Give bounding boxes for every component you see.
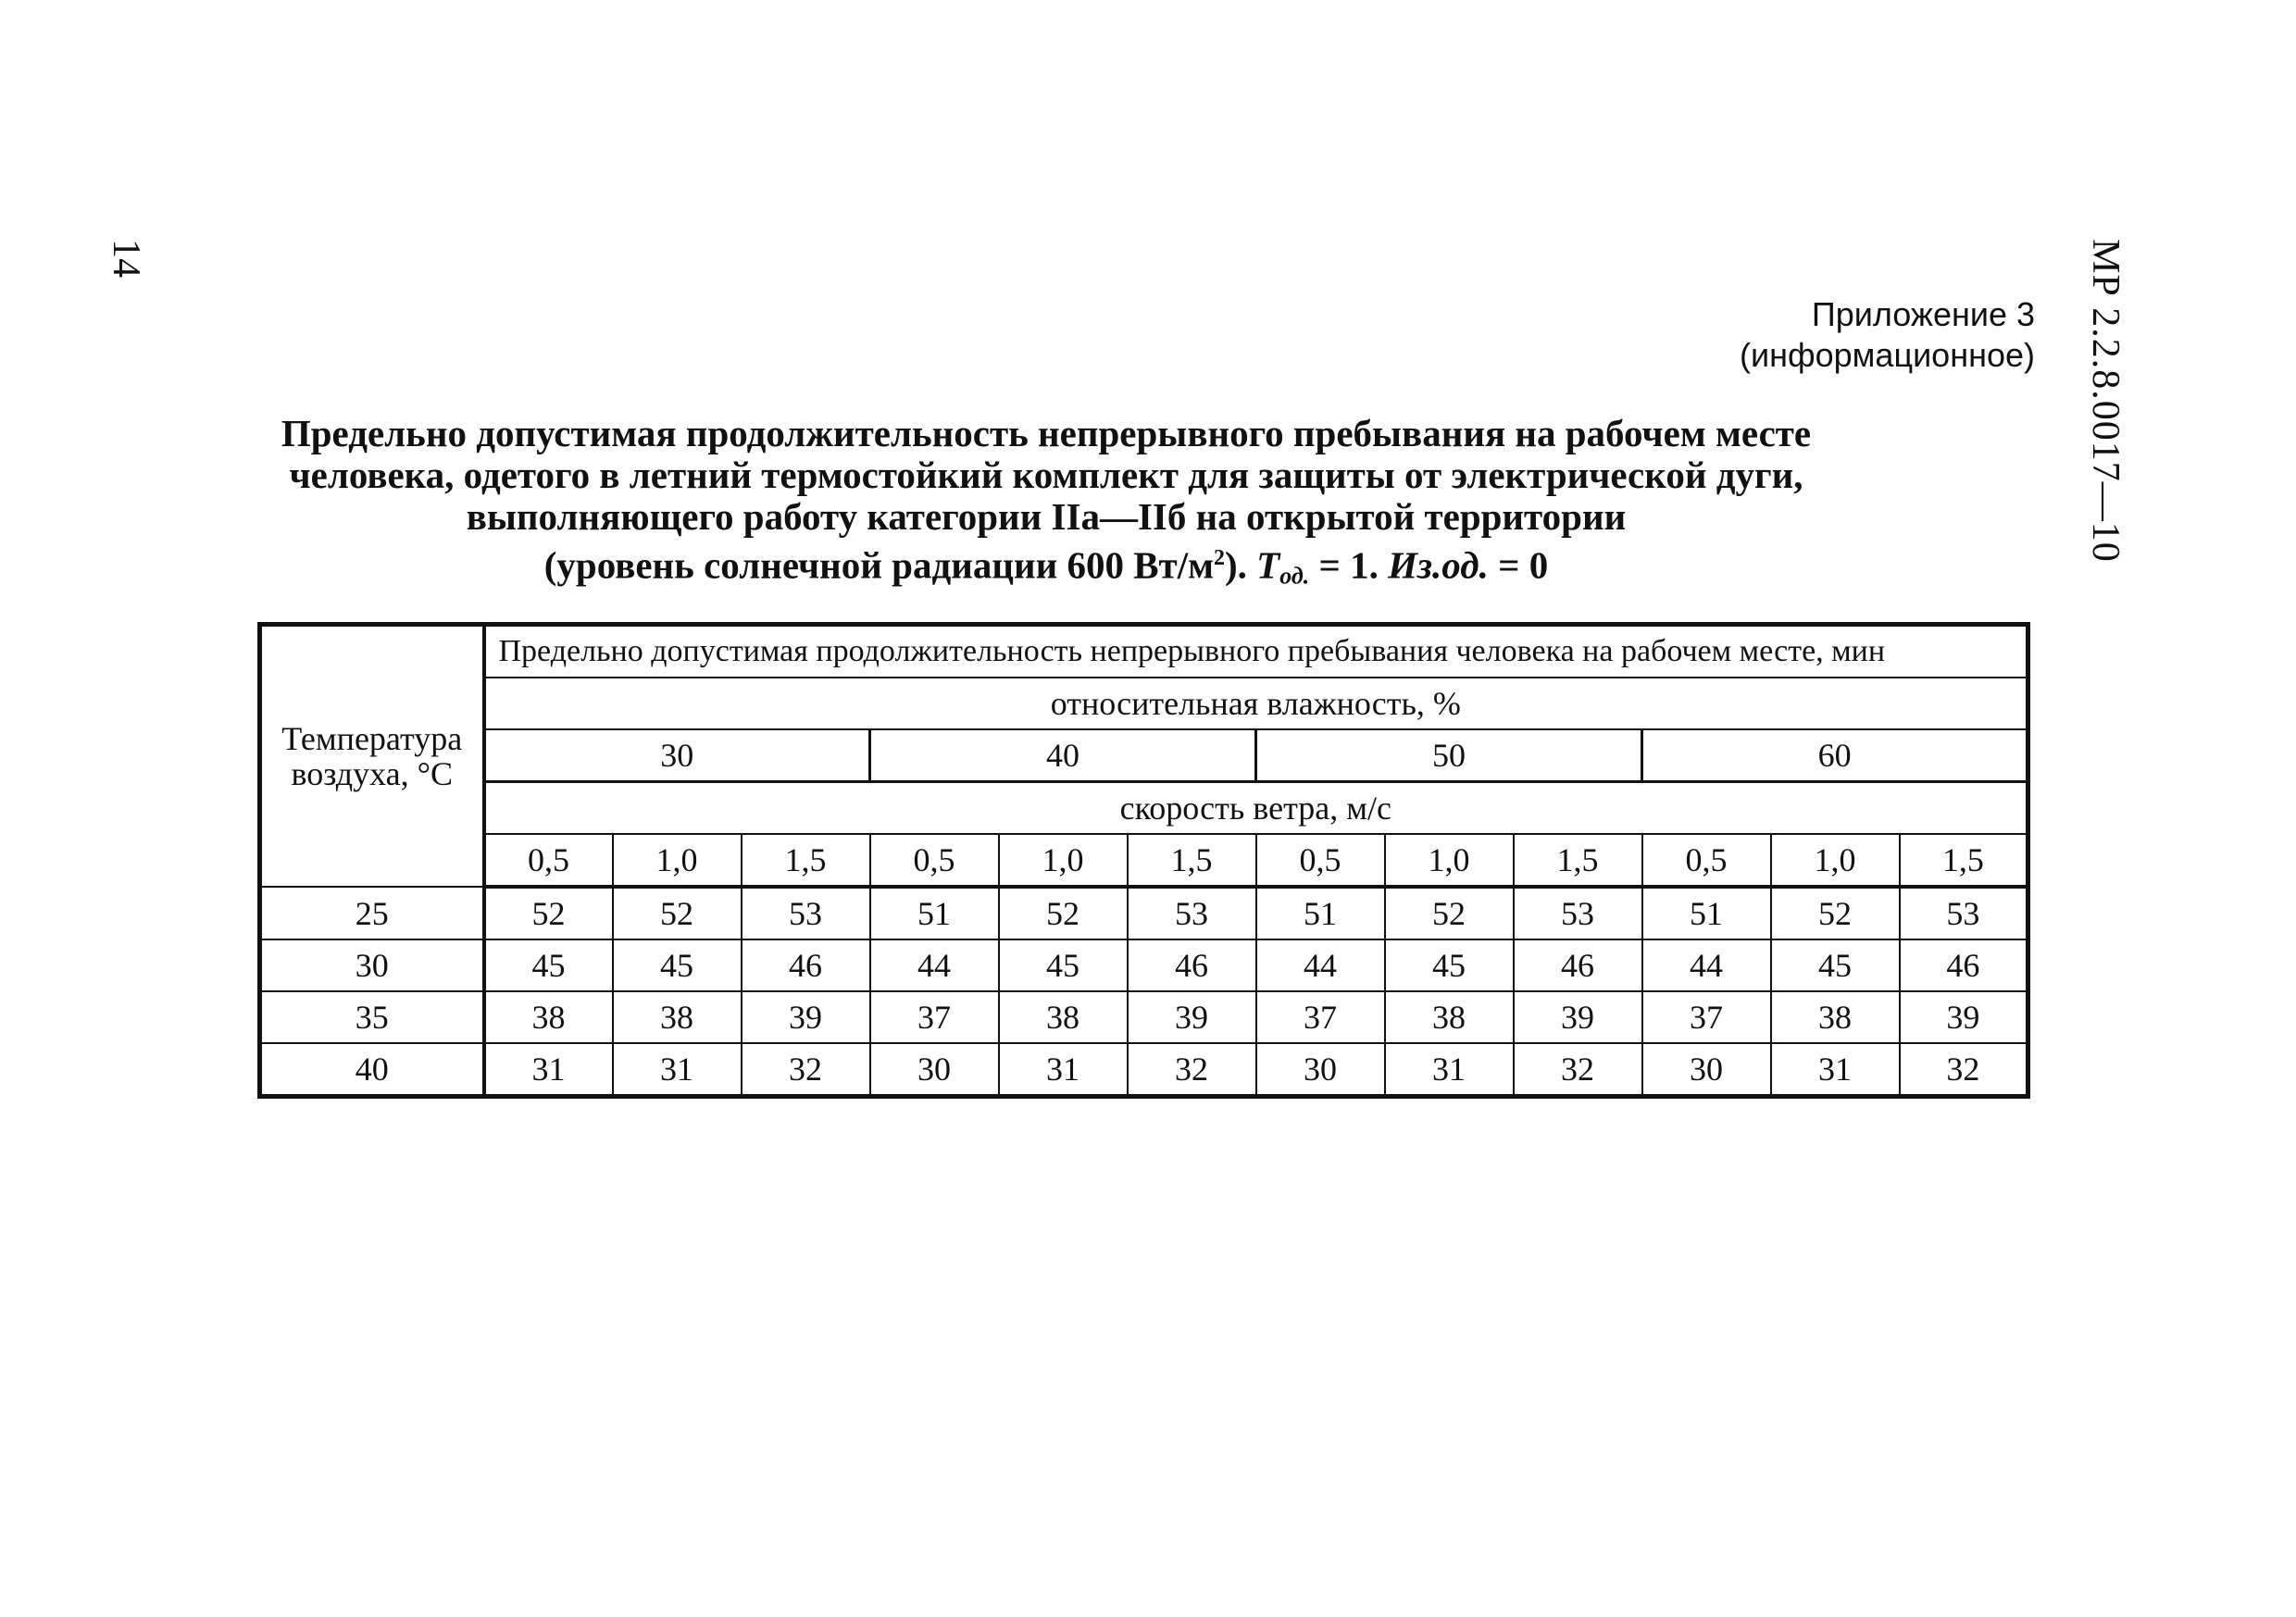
- title-iz-value: = 0: [1488, 543, 1549, 587]
- title-t-letter: T: [1256, 543, 1280, 587]
- duration-cell: 32: [1514, 1043, 1642, 1097]
- duration-cell: 45: [999, 939, 1128, 991]
- duration-cell: 31: [999, 1043, 1128, 1097]
- duration-cell: 39: [742, 991, 870, 1043]
- duration-cell: 38: [484, 991, 613, 1043]
- duration-cell: 38: [1385, 991, 1514, 1043]
- wind-speed-value: 0,5: [484, 834, 613, 887]
- wind-speed-value: 1,0: [999, 834, 1128, 887]
- table-row: [260, 939, 2028, 991]
- duration-cell: 53: [1900, 887, 2028, 939]
- main-header: Предельно допустимая продолжительность непрерывного пребывания человека на рабочем месте, мин: [484, 625, 2028, 678]
- duration-cell: 52: [1771, 887, 1900, 939]
- title-iz-label: Из.од.: [1388, 543, 1489, 587]
- duration-cell: 37: [1642, 991, 1771, 1043]
- duration-cell: 31: [613, 1043, 742, 1097]
- temperature-cell: 25: [260, 887, 484, 939]
- duration-cell: 52: [613, 887, 742, 939]
- humidity-value: 30: [484, 729, 870, 782]
- table-row: [260, 1043, 2028, 1097]
- duration-cell: 32: [1900, 1043, 2028, 1097]
- duration-cell: 45: [1385, 939, 1514, 991]
- duration-cell: 52: [484, 887, 613, 939]
- row-header-temperature: Температура воздуха, °С: [260, 625, 484, 888]
- duration-cell: 51: [870, 887, 999, 939]
- duration-cell: 38: [999, 991, 1128, 1043]
- wind-speed-value: 1,0: [1385, 834, 1514, 887]
- duration-cell: 30: [1642, 1043, 1771, 1097]
- wind-speed-value: 0,5: [870, 834, 999, 887]
- document-code: МР 2.2.8.0017—10: [2084, 239, 2127, 563]
- humidity-value: 60: [1642, 729, 2028, 782]
- temperature-cell: 30: [260, 939, 484, 991]
- duration-cell: 39: [1128, 991, 1256, 1043]
- table-title: [250, 413, 1842, 597]
- duration-cell: 45: [1771, 939, 1900, 991]
- wind-speed-value: 1,0: [1771, 834, 1900, 887]
- duration-cell: 46: [1900, 939, 2028, 991]
- duration-cell: 30: [1256, 1043, 1385, 1097]
- title-radiation: (уровень солнечной радиации 600 Вт/м: [543, 543, 1215, 587]
- appendix-type: (информационное): [1740, 336, 2035, 374]
- temperature-cell: 35: [260, 991, 484, 1043]
- duration-cell: 31: [484, 1043, 613, 1097]
- wind-speed-value: 1,0: [613, 834, 742, 887]
- duration-cell: 52: [1385, 887, 1514, 939]
- duration-cell: 44: [870, 939, 999, 991]
- duration-cell: 45: [484, 939, 613, 991]
- duration-cell: 46: [1514, 939, 1642, 991]
- wind-speed-value: 1,5: [1900, 834, 2028, 887]
- duration-cell: 45: [613, 939, 742, 991]
- duration-cell: 44: [1256, 939, 1385, 991]
- duration-cell: 46: [1128, 939, 1256, 991]
- page-number: 14: [105, 239, 147, 278]
- duration-cell: 53: [1514, 887, 1642, 939]
- duration-cell: 32: [1128, 1043, 1256, 1097]
- title-line-1: Предельно допустимая продолжительность непрерывного пребывания на рабочем месте: [281, 412, 1812, 454]
- wind-speed-value: 1,5: [742, 834, 870, 887]
- duration-cell: 51: [1256, 887, 1385, 939]
- title-superscript: 2: [1214, 546, 1226, 570]
- title-t-value: = 1.: [1309, 543, 1389, 587]
- duration-cell: 52: [999, 887, 1128, 939]
- title-line-4: [250, 538, 1842, 597]
- duration-cell: 53: [742, 887, 870, 939]
- table-row: [260, 991, 2028, 1043]
- appendix-title: Приложение 3: [1811, 295, 2035, 333]
- wind-speed-value: 0,5: [1256, 834, 1385, 887]
- wind-header: скорость ветра, м/с: [484, 782, 2028, 835]
- duration-cell: 31: [1771, 1043, 1900, 1097]
- title-line-2: человека, одетого в летний термостойкий комплект для защиты от электрической дуги,: [289, 454, 1803, 496]
- humidity-value: 40: [870, 729, 1256, 782]
- title-t-subscript: од.: [1279, 562, 1310, 590]
- title-close-paren: ).: [1225, 543, 1257, 587]
- wind-speed-value: 1,5: [1514, 834, 1642, 887]
- wind-speed-value: 1,5: [1128, 834, 1256, 887]
- humidity-value: 50: [1256, 729, 1642, 782]
- duration-cell: 37: [1256, 991, 1385, 1043]
- duration-cell: 32: [742, 1043, 870, 1097]
- duration-cell: 30: [870, 1043, 999, 1097]
- temperature-cell: 40: [260, 1043, 484, 1097]
- wind-speed-value: 0,5: [1642, 834, 1771, 887]
- appendix-label: [1740, 294, 2035, 376]
- table-row: [260, 887, 2028, 939]
- duration-table: [257, 622, 2030, 1099]
- duration-cell: 39: [1514, 991, 1642, 1043]
- title-line-3: выполняющего работу категории IIа—IIб на открытой территории: [466, 495, 1627, 538]
- duration-cell: 39: [1900, 991, 2028, 1043]
- duration-cell: 53: [1128, 887, 1256, 939]
- duration-cell: 38: [1771, 991, 1900, 1043]
- duration-cell: 46: [742, 939, 870, 991]
- duration-cell: 38: [613, 991, 742, 1043]
- duration-cell: 51: [1642, 887, 1771, 939]
- humidity-header: относительная влажность, %: [484, 678, 2028, 729]
- duration-cell: 37: [870, 991, 999, 1043]
- duration-cell: 31: [1385, 1043, 1514, 1097]
- duration-cell: 44: [1642, 939, 1771, 991]
